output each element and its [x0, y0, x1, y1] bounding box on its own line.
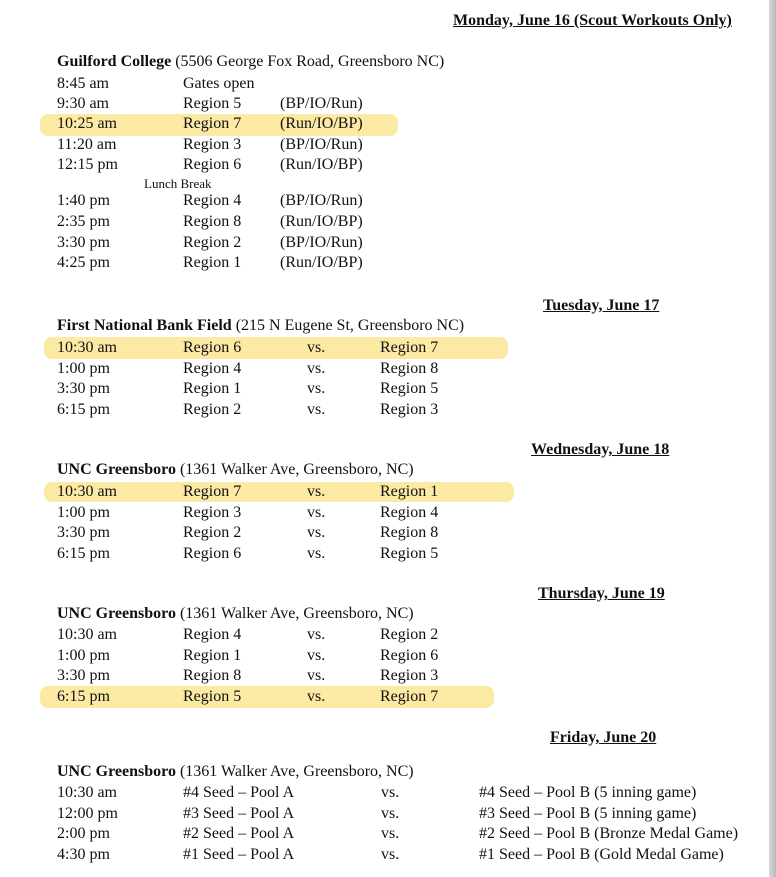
game-time: 1:00 pm [57, 359, 110, 377]
home-team: #1 Seed – Pool A [183, 845, 295, 863]
away-team: Region 1 [380, 483, 439, 500]
home-team: Region 1 [183, 646, 242, 664]
versus: vs. [307, 687, 326, 705]
game-time: 3:30 pm [57, 524, 110, 541]
group: Region 5 [183, 95, 242, 112]
away-team: Region 3 [380, 400, 439, 418]
versus: vs. [307, 667, 326, 684]
group: Region 4 [183, 192, 242, 209]
time: 2:35 pm [57, 213, 110, 230]
away-team: #1 Seed – Pool B (Gold Medal Game) [479, 845, 724, 863]
time: 4:25 pm [57, 254, 110, 271]
monday-venue-line [57, 53, 444, 71]
workout-order: (BP/IO/Run) [280, 234, 363, 251]
thursday-heading: Thursday, June 19 [538, 585, 665, 602]
game-time: 10:30 am [57, 784, 117, 801]
versus: vs. [381, 784, 400, 801]
workout-order: (BP/IO/Run) [280, 95, 363, 112]
home-team: Region 4 [183, 626, 242, 643]
away-team: Region 5 [380, 544, 439, 562]
versus: vs. [307, 400, 326, 418]
workout-order: (Run/IO/BP) [280, 115, 363, 132]
venue-address: (215 N Eugene St, Greensboro NC) [231, 317, 465, 334]
versus: vs. [307, 626, 326, 643]
group: Gates open [183, 75, 255, 92]
game-time: 6:15 pm [57, 400, 110, 418]
venue-name: Guilford College [57, 53, 172, 70]
tuesday-heading: Tuesday, June 17 [543, 297, 660, 314]
tuesday-venue-line [57, 317, 464, 335]
time: 8:45 am [57, 75, 109, 92]
versus: vs. [307, 359, 326, 377]
home-team: Region 3 [183, 503, 242, 521]
friday-venue-line [57, 763, 414, 781]
versus: vs. [307, 339, 326, 356]
time: 9:30 am [57, 95, 109, 112]
away-team: Region 5 [380, 380, 439, 397]
away-team: Region 7 [380, 687, 439, 705]
venue-address: (1361 Walker Ave, Greensboro, NC) [175, 605, 414, 622]
group: Region 3 [183, 136, 242, 153]
game-time: 10:30 am [57, 626, 117, 643]
versus: vs. [307, 483, 326, 500]
game-time: 6:15 pm [57, 687, 110, 705]
venue-name: First National Bank Field [57, 317, 232, 334]
time: 3:30 pm [57, 234, 110, 251]
time: 1:40 pm [57, 192, 110, 209]
home-team: Region 5 [183, 687, 242, 705]
group: Region 7 [183, 115, 242, 132]
workout-order: (Run/IO/BP) [280, 213, 363, 230]
away-team: Region 3 [380, 667, 439, 684]
wednesday-venue-line [57, 461, 414, 479]
workout-order: (Run/IO/BP) [280, 156, 363, 173]
monday-heading: Monday, June 16 (Scout Workouts Only) [453, 12, 732, 29]
away-team: #4 Seed – Pool B (5 inning game) [479, 784, 697, 801]
home-team: Region 7 [183, 483, 242, 500]
home-team: Region 6 [183, 544, 242, 562]
group: Region 2 [183, 234, 242, 251]
wednesday-heading: Wednesday, June 18 [531, 441, 670, 458]
time: 11:20 am [57, 136, 117, 153]
away-team: Region 8 [380, 524, 439, 541]
game-time: 2:00 pm [57, 825, 110, 842]
game-time: 3:30 pm [57, 380, 110, 397]
away-team: #3 Seed – Pool B (5 inning game) [479, 804, 697, 822]
group: Region 1 [183, 254, 242, 271]
game-time: 1:00 pm [57, 503, 110, 521]
venue-address: (1361 Walker Ave, Greensboro, NC) [175, 763, 414, 780]
versus: vs. [381, 845, 400, 863]
away-team: Region 4 [380, 503, 439, 521]
home-team: Region 6 [183, 339, 242, 356]
versus: vs. [307, 380, 326, 397]
page-edge [769, 0, 776, 877]
versus: vs. [307, 646, 326, 664]
home-team: #3 Seed – Pool A [183, 804, 295, 822]
time: 10:25 am [57, 115, 117, 132]
home-team: #4 Seed – Pool A [183, 784, 295, 801]
game-time: 4:30 pm [57, 845, 110, 863]
venue-address: (1361 Walker Ave, Greensboro, NC) [175, 461, 414, 478]
versus: vs. [307, 544, 326, 562]
away-team: Region 2 [380, 626, 439, 643]
game-time: 1:00 pm [57, 646, 110, 664]
home-team: Region 4 [183, 359, 242, 377]
game-time: 12:00 pm [57, 804, 118, 822]
home-team: #2 Seed – Pool A [183, 825, 295, 842]
home-team: Region 2 [183, 524, 242, 541]
home-team: Region 1 [183, 380, 242, 397]
lunch-break: Lunch Break [144, 176, 212, 191]
workout-order: (Run/IO/BP) [280, 254, 363, 271]
thursday-venue-line [57, 605, 414, 623]
away-team: #2 Seed – Pool B (Bronze Medal Game) [479, 825, 739, 842]
versus: vs. [307, 524, 326, 541]
venue-address: (5506 George Fox Road, Greensboro NC) [171, 53, 445, 70]
home-team: Region 8 [183, 667, 242, 684]
versus: vs. [381, 804, 400, 822]
game-time: 10:30 am [57, 339, 117, 356]
group: Region 6 [183, 156, 242, 173]
versus: vs. [307, 503, 326, 521]
game-time: 10:30 am [57, 483, 117, 500]
away-team: Region 8 [380, 359, 439, 377]
group: Region 8 [183, 213, 242, 230]
workout-order: (BP/IO/Run) [280, 192, 363, 209]
venue-name: UNC Greensboro [57, 763, 176, 780]
game-time: 3:30 pm [57, 667, 110, 684]
friday-heading: Friday, June 20 [550, 729, 657, 746]
game-time: 6:15 pm [57, 544, 110, 562]
venue-name: UNC Greensboro [57, 605, 176, 622]
away-team: Region 6 [380, 646, 439, 664]
home-team: Region 2 [183, 400, 242, 418]
venue-name: UNC Greensboro [57, 461, 176, 478]
time: 12:15 pm [57, 156, 118, 173]
away-team: Region 7 [380, 339, 439, 356]
versus: vs. [381, 825, 400, 842]
workout-order: (BP/IO/Run) [280, 136, 363, 153]
